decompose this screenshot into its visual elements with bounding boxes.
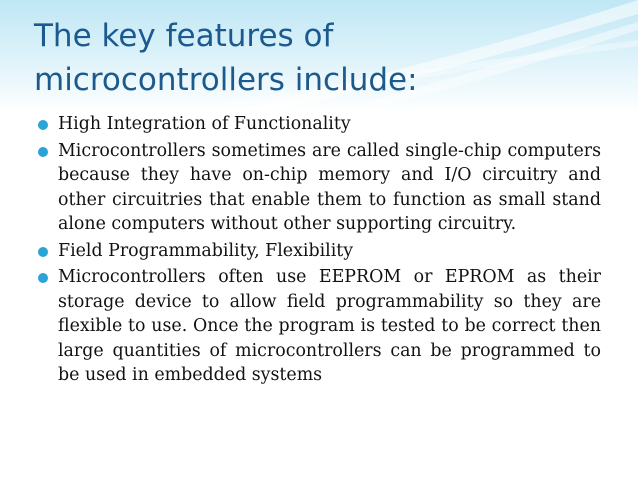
bullet-dot-icon: [38, 120, 48, 130]
bullet-text: Field Programmability, Flexibility: [58, 240, 354, 261]
bullet-text: Microcontrollers sometimes are called single-chip computers because they have on-chip memory and I/O circuitry and other circuitries that enable them to function as small stand alone computers without other supporting circuitry.: [58, 140, 601, 234]
bullet-item: [36, 139, 601, 237]
bullet-item: [36, 265, 601, 388]
bullet-dot-icon: [38, 247, 48, 257]
bullet-text: Microcontrollers often use EEPROM or EPROM as their storage device to allow field programmability so they are flexible to use. Once the program is tested to be correct then large quantities of microcontrollers can be programmed to be used in embedded systems: [58, 267, 601, 385]
bullet-list: [36, 112, 601, 390]
bullet-item: [36, 239, 601, 264]
bullet-dot-icon: [38, 273, 48, 283]
bullet-item: [36, 112, 601, 137]
bullet-text: High Integration of Functionality: [58, 114, 351, 134]
bullet-dot-icon: [38, 147, 48, 157]
slide-title: The key features of microcontrollers include:: [34, 18, 418, 98]
